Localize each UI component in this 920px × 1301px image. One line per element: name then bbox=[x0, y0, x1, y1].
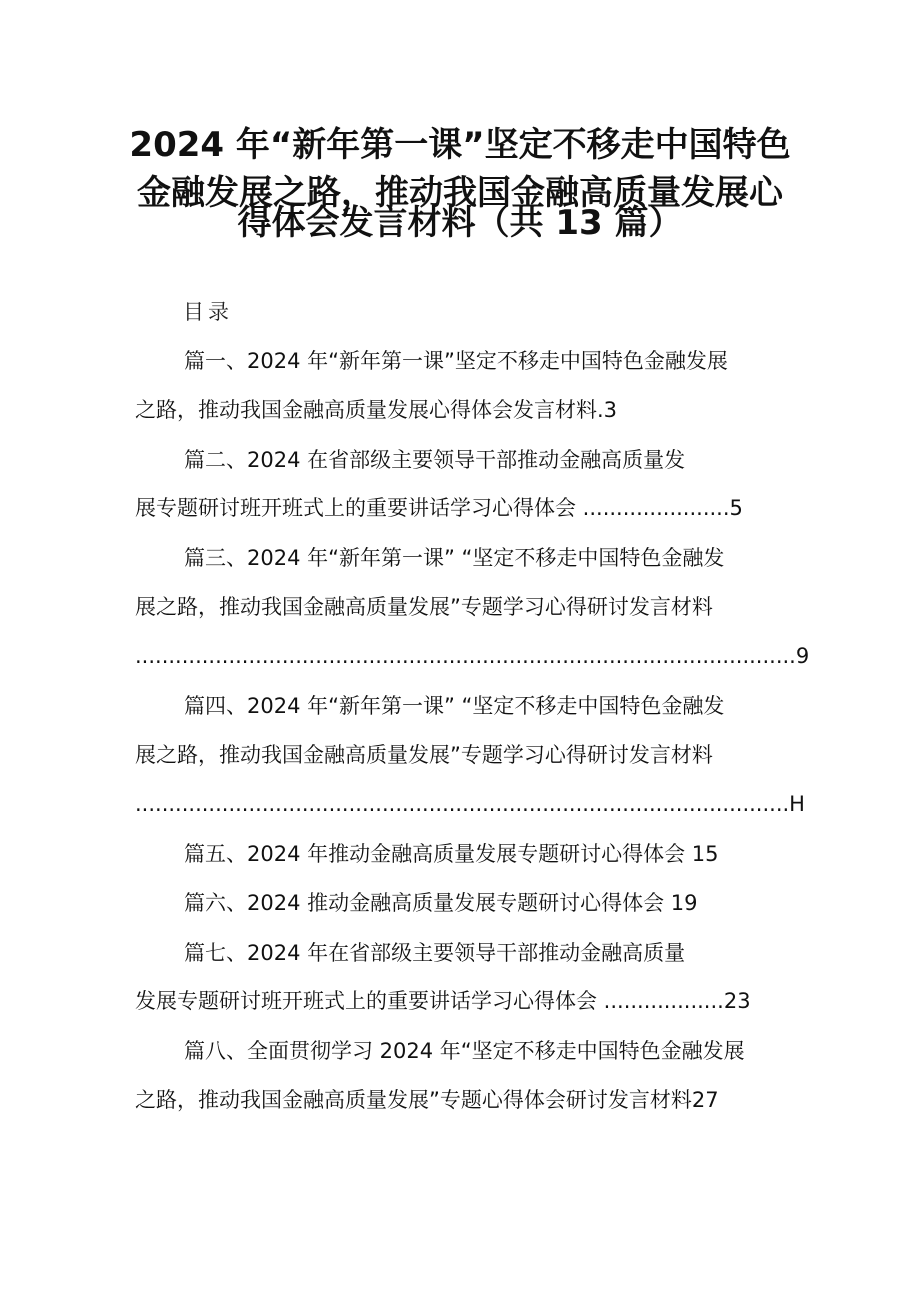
toc-label: 目录 bbox=[183, 300, 233, 324]
toc-entry-4-line-1[interactable]: 篇四、2024 年“新年第一课” “坚定不移走中国特色金融发 bbox=[184, 694, 725, 718]
toc-entry-4-line-2[interactable]: 展之路，推动我国金融高质量发展”专题学习心得研讨发言材料 bbox=[135, 743, 713, 767]
toc-entry-8-line-2[interactable]: 之路，推动我国金融高质量发展”专题心得体会研讨发言材料27 bbox=[135, 1088, 719, 1112]
toc-entry-4-line-3[interactable]: ..................................................................................................H bbox=[135, 792, 805, 816]
toc-entry-8-line-1[interactable]: 篇八、全面贯彻学习 2024 年“坚定不移走中国特色金融发展 bbox=[184, 1039, 745, 1063]
toc-entry-3-line-1[interactable]: 篇三、2024 年“新年第一课” “坚定不移走中国特色金融发 bbox=[184, 546, 725, 570]
toc-entry-7-line-1[interactable]: 篇七、2024 年在省部级主要领导干部推动金融高质量 bbox=[184, 941, 686, 965]
toc-entry-3-line-3[interactable]: ...................................................................................................9 bbox=[135, 644, 810, 668]
title-line-2: 金融发展之路，推动我国金融高质量发展心 bbox=[137, 173, 783, 213]
toc-entry-5-line-1[interactable]: 篇五、2024 年推动金融高质量发展专题研讨心得体会 15 bbox=[184, 842, 719, 866]
toc-entry-7-line-2[interactable]: 发展专题研讨班开班式上的重要讲话学习心得体会 ..................23 bbox=[135, 989, 751, 1013]
title-line-3: 得体会发言材料（共 13 篇） bbox=[237, 203, 683, 243]
toc-entry-6-line-1[interactable]: 篇六、2024 推动金融高质量发展专题研讨心得体会 19 bbox=[184, 891, 698, 915]
toc-entry-1-line-2[interactable]: 之路，推动我国金融高质量发展心得体会发言材料.3 bbox=[135, 398, 618, 422]
title-line-1: 2024 年“新年第一课”坚定不移走中国特色 bbox=[129, 125, 791, 165]
toc-entry-2-line-1[interactable]: 篇二、2024 在省部级主要领导干部推动金融高质量发 bbox=[184, 448, 686, 472]
toc-entry-1-line-1[interactable]: 篇一、2024 年“新年第一课”坚定不移走中国特色金融发展 bbox=[184, 349, 728, 373]
toc-entry-2-line-2[interactable]: 展专题研讨班开班式上的重要讲话学习心得体会 ......................5 bbox=[135, 496, 743, 520]
toc-entry-3-line-2[interactable]: 展之路，推动我国金融高质量发展”专题学习心得研讨发言材料 bbox=[135, 595, 713, 619]
